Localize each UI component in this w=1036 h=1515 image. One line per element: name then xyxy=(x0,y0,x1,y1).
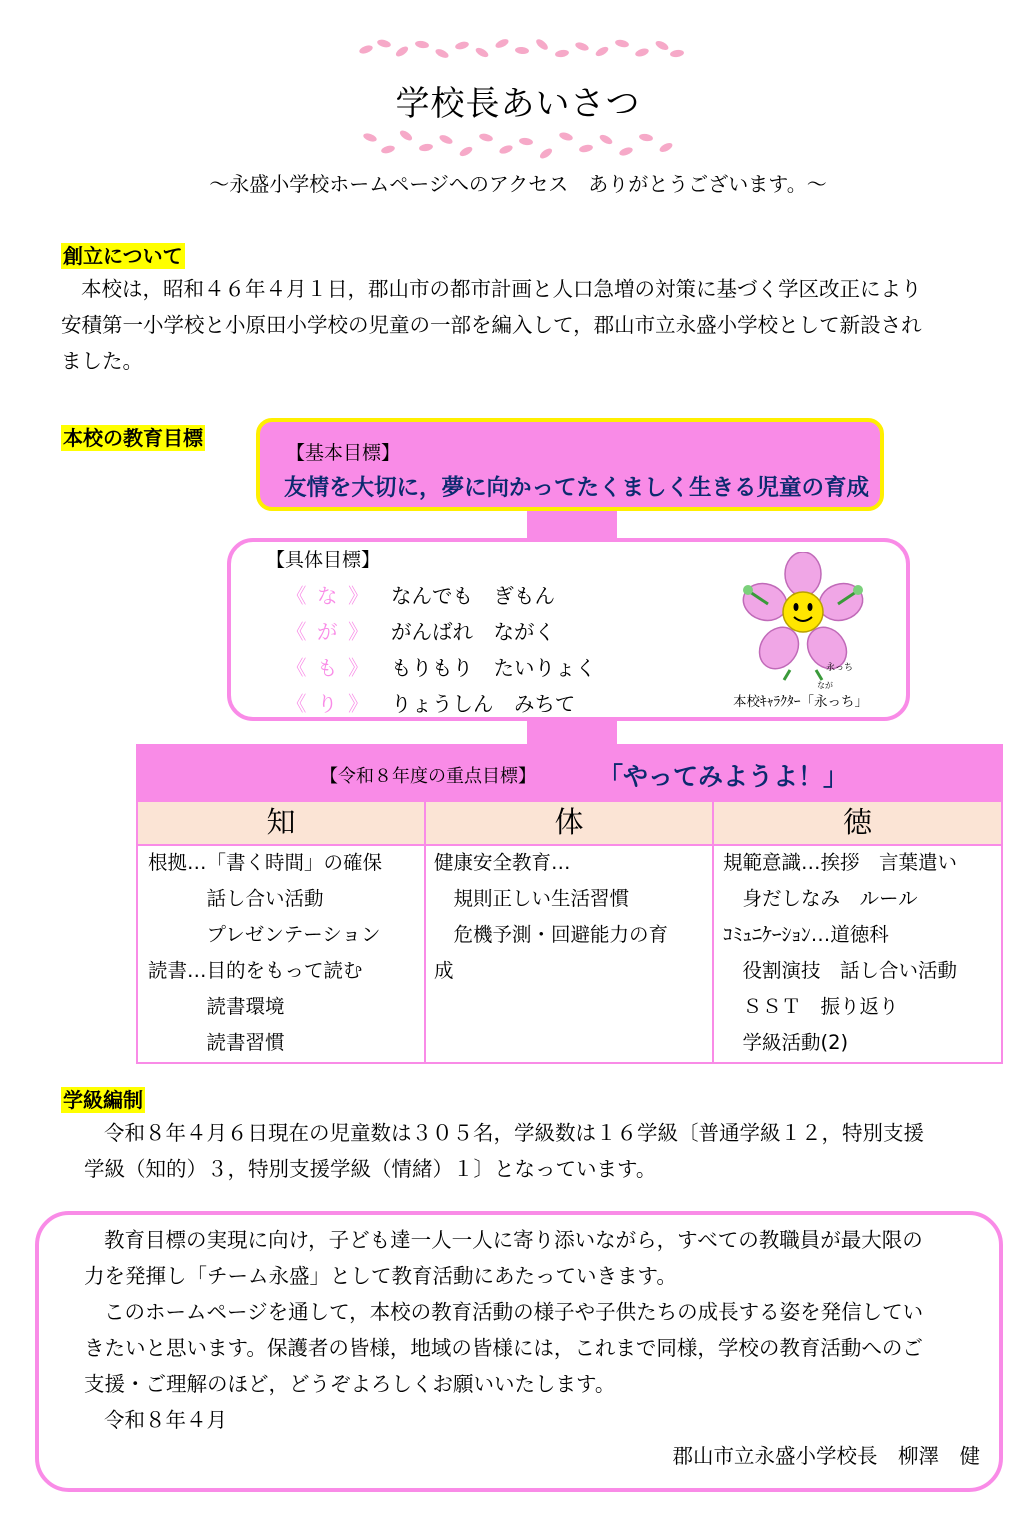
section-heading-goals: 本校の教育目標 xyxy=(63,426,203,450)
specific-goal-item: 《 が 》 がんばれ ながく xyxy=(286,620,555,644)
connector-bottom xyxy=(527,721,617,746)
table-cell-body: 健康安全教育… 規則正しい生活習慣 危機予測・回避能力の育 成 xyxy=(434,851,669,982)
specific-goal-item: 《 な 》 なんでも ぎもん xyxy=(286,584,555,608)
table-divider xyxy=(138,800,1001,802)
specific-goal-item: 《 り 》 りょうしん みちて xyxy=(286,692,576,716)
table-divider xyxy=(424,800,426,1062)
petal-decoration-bottom xyxy=(355,128,685,162)
signature: 郡山市立永盛小学校長 柳澤 健 xyxy=(672,1444,980,1468)
petal-decoration-top xyxy=(355,38,685,60)
focus-goals-slogan: 「やってみようよ！」 xyxy=(598,762,849,791)
connector-top xyxy=(527,511,617,540)
focus-goals-header xyxy=(138,746,1001,800)
column-head-body: 体 xyxy=(426,800,712,844)
message-paragraph: 教育目標の実現に向け，子ども達一人一人に寄り添いながら，すべての教職員が最大限の 力を発揮し「チーム永盛」として教育活動にあたっていきます。 このホームページを通して，本校の教育活動の様子や子供たちの成長する姿を発信してい きたいと思います。保護者の皆様，地域の皆様には，これまで同様，学校の教育活動へのご 支援・ご理解のほど，どうぞよろしくお願いいたします。 令和８年４月 xyxy=(84,1228,924,1432)
specific-goal-item: 《 も 》 もりもり たいりょく xyxy=(286,656,596,680)
table-cell-knowledge: 根拠…「書く時間」の確保 話し合い活動 プレゼンテーション 読書…目的をもって読む 読書環境 読書習慣 xyxy=(148,851,383,1054)
classes-paragraph: 令和８年４月６日現在の児童数は３０５名，学級数は１６学級〔普通学級１２，特別支援 学級（知的）３，特別支援学級（情緒）１〕となっています。 xyxy=(84,1121,924,1181)
focus-goals-label: 【令和８年度の重点目標】 xyxy=(320,766,536,787)
founding-paragraph: 本校は，昭和４６年４月１日，郡山市の都市計画と人口急増の対策に基づく学区改正により 安積第一小学校と小原田小学校の児童の一部を編入して，郡山市立永盛小学校として新設され ました。 xyxy=(61,277,922,373)
character-tag: 永っち xyxy=(826,663,854,673)
page-title: 学校長あいさつ xyxy=(395,84,641,124)
column-head-virtue: 徳 xyxy=(714,800,1001,844)
column-head-knowledge: 知 xyxy=(138,800,424,844)
character-ruby: なが xyxy=(817,681,833,690)
character-caption: 本校ｷｬﾗｸﾀｰ「永っち」 xyxy=(733,694,868,710)
table-cell-virtue: 規範意識…挨拶 言葉遣い 身だしなみ ルール ｺﾐｭﾆｹｰｼｮﾝ…道徳科 役割演技 話し合い活動 ＳＳＴ 振り返り 学級活動(2) xyxy=(723,851,958,1054)
specific-goals-label: 【具体目標】 xyxy=(266,549,381,571)
page-subtitle: ～永盛小学校ホームページへのアクセス ありがとうございます。～ xyxy=(209,172,827,196)
section-heading-founding: 創立について xyxy=(63,244,183,268)
basic-goal-text: 友情を大切に，夢に向かってたくましく生きる児童の育成 xyxy=(284,475,870,501)
basic-goal-label: 【基本目標】 xyxy=(286,442,401,464)
table-divider xyxy=(712,800,714,1062)
section-heading-classes: 学級編制 xyxy=(63,1088,143,1112)
